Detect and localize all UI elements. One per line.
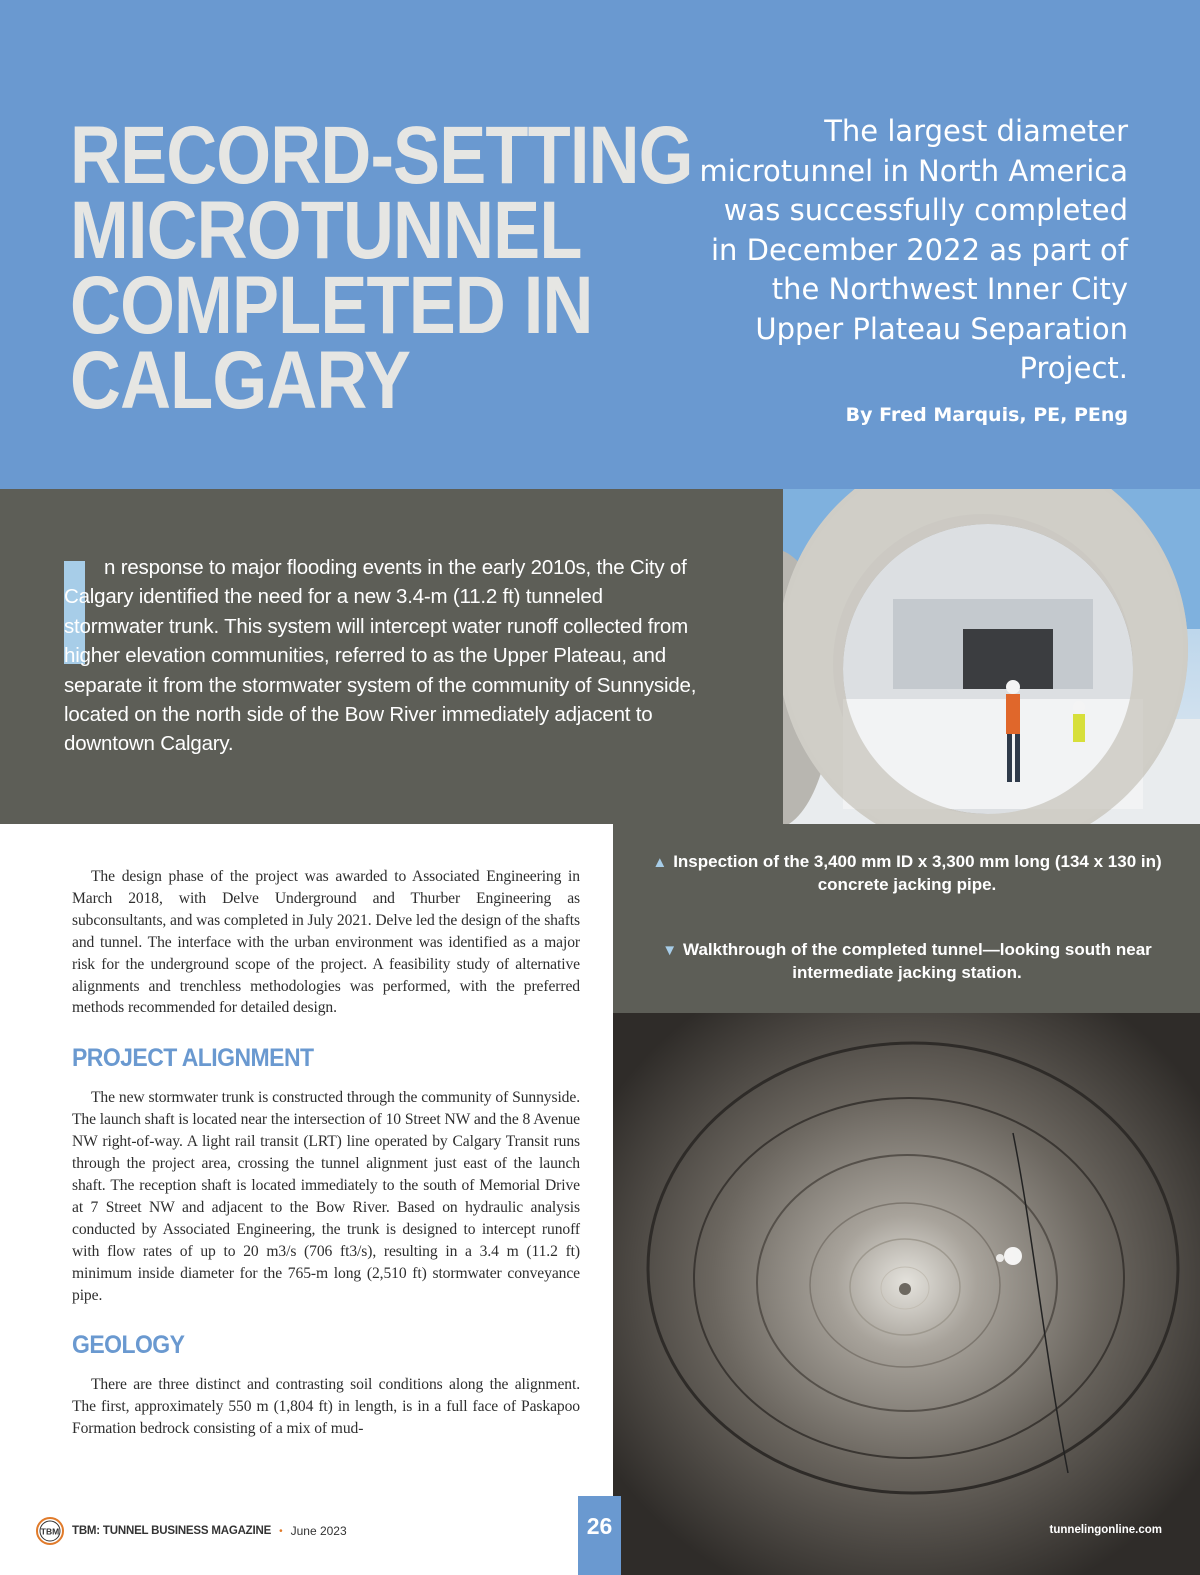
tunnel-photo: [613, 1013, 1200, 1575]
tbm-logo-icon: [36, 1517, 64, 1545]
article-body: [72, 866, 580, 1440]
caption-pipe-text: Inspection of the 3,400 mm ID x 3,300 mm long (134 x 130 in) concrete jacking pipe.: [673, 852, 1162, 894]
section-heading-geology: GEOLOGY: [72, 1331, 185, 1360]
page-number: 26: [578, 1496, 621, 1575]
headline-line: MICROTUNNEL: [70, 185, 582, 276]
magazine-name: TBM: TUNNEL BUSINESS MAGAZINE: [72, 1525, 272, 1537]
issue-date: June 2023: [290, 1524, 347, 1538]
lead-paragraph: [64, 553, 704, 759]
jacking-pipe-photo: [783, 489, 1200, 824]
body-paragraph: The new stormwater trunk is constructed through the community of Sunnyside. The launch shaft is located near the intersection of 10 Street NW and the 8 Avenue NW right-of-way. A light rail transit (LRT) line operated by Calgary Transit runs through the project area, crossing the tunnel alignment just east of the launch shaft. The reception shaft is located immediately to the south of Memorial Drive at 7 Street NW and adjacent to the Bow River. Based on hydraulic analysis conducted by Associated Engineering, the trunk is designed to intercept runoff with flow rates of up to 20 m3/s (706 ft3/s), resulting in a 3.4 m (11.2 ft) minimum inside diameter for the 765-m long (2,510 ft) stormwater conveyance pipe.: [72, 1089, 580, 1304]
arrow-up-icon: ▲: [652, 854, 668, 871]
byline: By Fred Marquis, PE, PEng: [845, 404, 1128, 426]
footer-masthead: [36, 1516, 347, 1546]
headline: [70, 110, 693, 426]
caption-pipe: [637, 851, 1177, 896]
headline-line: COMPLETED IN: [70, 260, 593, 351]
article-deck: The largest diameter microtunnel in North America was successfully completed in December 2022 as part of the Northwest Inner City Upper Plateau Separation Project.: [699, 114, 1128, 385]
body-paragraph: There are three distinct and contrasting soil conditions along the alignment. The first, approximately 550 m (1,804 ft) in length, is in a full face of Paskapoo Formation bedrock consisting of a mix of mud-: [72, 1376, 580, 1438]
tbm-logo-text: TBM: [40, 1526, 60, 1537]
headline-line: CALGARY: [70, 335, 411, 426]
tunnel-illustration: [613, 1013, 1200, 1575]
caption-tunnel-text: Walkthrough of the completed tunnel—looking south near intermediate jacking station.: [683, 940, 1152, 982]
lead-text: n response to major flooding events in the early 2010s, the City of Calgary identified the need for a new 3.4-m (11.2 ft) tunneled stormwater trunk. This system will intercept water runoff collected from higher elevation communities, referred to as the Upper Plateau, and separate it from the stormwater system of the community of Sunnyside, located on the north side of the Bow River immediately adjacent to downtown Calgary.: [64, 556, 697, 756]
section-heading-project-alignment: PROJECT ALIGNMENT: [72, 1044, 314, 1073]
headline-line: RECORD-SETTING: [70, 110, 693, 201]
jacking-pipe-illustration: [783, 489, 1200, 824]
arrow-down-icon: ▼: [662, 942, 678, 959]
website-url[interactable]: tunnelingonline.com: [1049, 1524, 1162, 1536]
footer-separator: •: [279, 1525, 283, 1537]
caption-tunnel: [637, 939, 1177, 984]
body-paragraph: The design phase of the project was awarded to Associated Engineering in March 2018, with Delve Underground and Thurber Engineering as subconsultants, and was completed in July 2021. Delve led the design of the shafts and tunnel. The interface with the urban environment was identified as a major risk for the underground scope of the project. A feasibility study of alternative alignments and trenchless methodologies was performed, with the preferred methods recommended for detailed design.: [72, 868, 580, 1017]
